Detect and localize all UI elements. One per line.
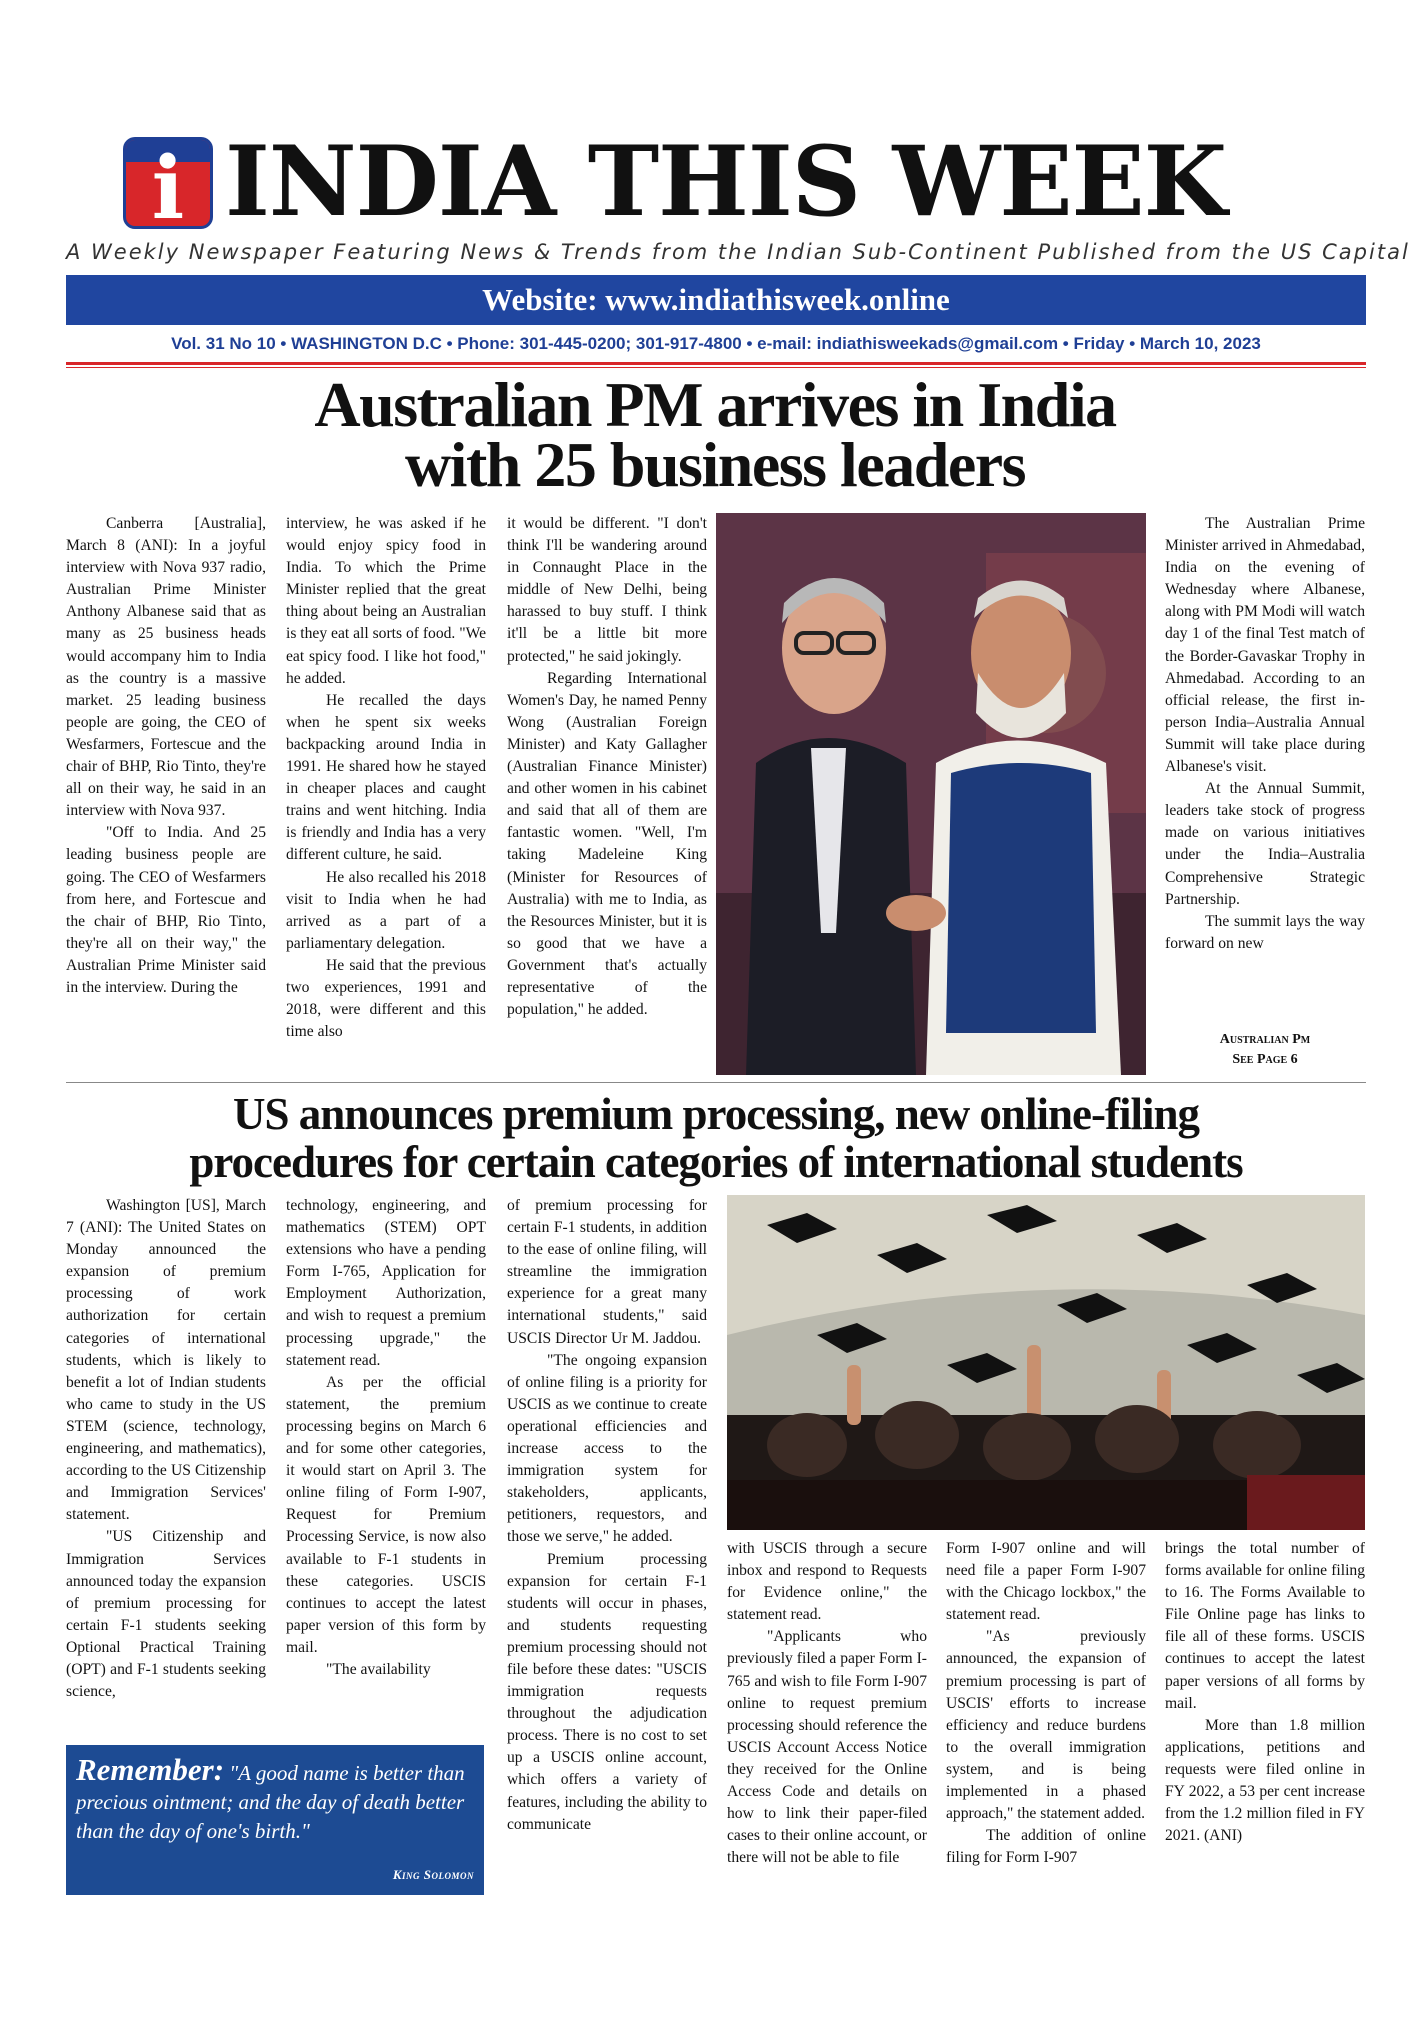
story1-paragraph: He said that the previous two experiences, 1991 and 2018, were different and this time also — [286, 956, 486, 1041]
story2-paragraph: Premium processing expansion for certain F-1 students will occur in phases, and students requesting premium processing should not file before these dates: "USCIS immigration requests throughout the adjudication process. There is no cost to set up a USCIS online account, which offers a variety of features, including the ability to communicate — [507, 1550, 707, 1833]
story1-column-4 — [1165, 513, 1365, 1003]
masthead-rule-thin — [66, 367, 1366, 368]
quote-text-block — [76, 1753, 474, 1846]
jump-page: See Page 6 — [1232, 1052, 1298, 1067]
website-bar[interactable]: Website: www.indiathisweek.online — [66, 275, 1366, 325]
masthead-title: INDIA THIS WEEK — [225, 125, 1227, 238]
jump-label: Australian Pm — [1219, 1032, 1311, 1047]
story2-paragraph: More than 1.8 million applications, petitions and requests were filed online in FY 2022, a 53 per cent increase from the 1.2 million filed in FY 2021. (ANI) — [1165, 1716, 1365, 1845]
story2-column-3 — [507, 1195, 707, 1905]
masthead-rule — [66, 362, 1366, 365]
photo-graduation-caps[interactable] — [727, 1195, 1365, 1530]
story2-paragraph: Washington [US], March 7 (ANI): The United States on Monday announced the expansion of premium processing of work authorization for certain categories of international students, which is likely to benefit a lot of Indian students who came to study in the US STEM (science, technology, engineering, and mathematics), according to the US Citizenship and Immigration Services' statement. — [66, 1197, 266, 1524]
story2-paragraph: "US Citizenship and Immigration Services announced today the expansion of premium processing for certain F-1 students seeking Optional Practical Training (OPT) and F-1 students seeking science, — [66, 1528, 266, 1701]
logo-letter: i — [151, 138, 185, 229]
story1-column-2 — [286, 513, 486, 1069]
story2-column-5 — [946, 1538, 1146, 1905]
story2-headline[interactable] — [66, 1090, 1366, 1186]
story1-paragraph: He also recalled his 2018 visit to India when he had arrived as a part of a parliamentary delegation. — [286, 868, 486, 952]
story2-paragraph: Form I-907 online and will need file a paper Form I-907 with the Chicago lockbox," the statement read. — [946, 1540, 1146, 1624]
masthead-tagline: A Weekly Newspaper Featuring News & Trends from the Indian Sub-Continent Published from the US Capital — [66, 240, 1410, 264]
story2-paragraph: The addition of online filing for Form I-907 — [946, 1827, 1146, 1867]
story2-paragraph: "The availability — [326, 1660, 431, 1678]
photo2-illustration — [727, 1195, 1365, 1530]
story2-paragraph: "The ongoing expansion of online filing is a priority for USCIS as we continue to create operational efficiencies and increase access to the immigration system for stakeholders, applicants, petitioners, requestors, and those we serve," he added. — [507, 1351, 707, 1546]
story1-paragraph: interview, he was asked if he would enjoy spicy food in India. To which the Prime Minister replied that the great thing about being an Australian is they eat all sorts of food. "We eat spicy food. I like hot food," he added. — [286, 515, 486, 687]
story1-paragraph: The Australian Prime Minister arrived in Ahmedabad, India on the evening of Wednesday where Albanese, along with PM Modi will watch day 1 of the final Test match of the Border-Gavaskar Trophy in Ahmedabad. According to an official release, the first in-person India–Australia Annual Summit will take place during Albanese's visit. — [1165, 515, 1365, 776]
story1-paragraph: He recalled the days when he spent six weeks backpacking around India in 1991. He shared how he stayed in cheaper places and caught trains and went hitching. India is friendly and India has a very different culture, he said. — [286, 691, 486, 864]
story2-paragraph: brings the total number of forms available for online filing to 16. The Forms Available to File Online page has links to file all of these forms. USCIS continues to accept the latest paper versions of all forms by mail. — [1165, 1540, 1365, 1712]
story2-paragraph: technology, engineering, and mathematics (STEM) OPT extensions who have a pending Form I-765, Application for Employment Authorization, and wish to request a premium processing upgrade," the statement read. — [286, 1197, 486, 1369]
story2-paragraph: As per the official statement, the premium processing begins on March 6 and for some other categories, it would start on April 3. The online filing of Form I-907, Request for Premium Processing Service, is now also available to F-1 students in these categories. USCIS continues to accept the latest paper version of this form by mail. — [286, 1373, 486, 1656]
quote-author: King Solomon — [392, 1867, 474, 1882]
story1-column-3 — [507, 513, 707, 1069]
story1-paragraph: Regarding International Women's Day, he named Penny Wong (Australian Foreign Minister) and Katy Gallagher (Australian Finance Minister) and other women in his cabinet and said that all of them are fantastic women. "Well, I'm taking Madeleine King (Minister for Resources of Australia) with me to India, as the Resources Minister, but it is so good that we have a Government that's actually representative of the population," he added. — [507, 669, 707, 1019]
story2-column-1 — [66, 1195, 266, 1737]
photo1-illustration — [716, 513, 1146, 1075]
story1-paragraph: Canberra [Australia], March 8 (ANI): In a joyful interview with Nova 937 radio, Australian Prime Minister Anthony Albanese said that as many as 25 business heads would accompany him to India as the country is a massive market. 25 leading business people are going, the CEO of Wesfarmers, Fortescue and the chair of BHP, Rio Tinto, they're all on their way, he said in an interview with Nova 937. — [66, 515, 266, 820]
story-divider — [66, 1082, 1366, 1083]
photo-albanese-modi-handshake[interactable] — [716, 513, 1146, 1075]
story2-paragraph: "As previously announced, the expansion of premium processing is part of USCIS' efforts to increase efficiency and reduce burdens to the overall immigration system, and is being implemented in a phased approach," the statement added. — [946, 1628, 1146, 1823]
story2-column-4 — [727, 1538, 927, 1905]
story2-paragraph: "Applicants who previously filed a paper Form I-765 and wish to file Form I-907 online to request premium processing should reference the USCIS Account Access Notice they received for the Online Access Code and details on how to link their paper-filed cases to their online account, or there will not be able to file — [727, 1628, 927, 1867]
story2-column-6 — [1165, 1538, 1365, 1905]
story2-headline-line1: US announces premium processing, new online-filing — [233, 1089, 1199, 1139]
story1-paragraph: At the Annual Summit, leaders take stock of progress made on various initiatives under the India–Australia Comprehensive Strategic Partnership. — [1165, 780, 1365, 908]
masthead-logo — [123, 137, 213, 229]
story1-headline-line1: Australian PM arrives in India — [314, 369, 1116, 440]
story1-paragraph: The summit lays the way forward on new — [1165, 912, 1365, 952]
story2-headline-line2: procedures for certain categories of international students — [189, 1137, 1243, 1187]
story1-column-1 — [66, 513, 266, 1069]
story1-headline[interactable] — [100, 369, 1330, 500]
quote-text: "A good name is better than precious ointment; and the day of death better than the day of one's birth." — [76, 1761, 465, 1843]
story1-paragraph: "Off to India. And 25 leading business people are going. The CEO of Wesfarmers from here, and Fortescue and the chair of BHP, Rio Tinto, they're all on their way," the Australian Prime Minister said in the interview. During the — [66, 824, 266, 996]
story2-paragraph: of premium processing for certain F-1 students, in addition to the ease of online filing, will streamline the immigration experience for a great many international students," said USCIS Director Ur M. Jaddou. — [507, 1197, 707, 1347]
story2-column-2 — [286, 1195, 486, 1745]
story2-paragraph: with USCIS through a secure inbox and respond to Requests for Evidence online," the statement read. — [727, 1540, 927, 1624]
remember-quote-box — [66, 1745, 484, 1895]
story1-continued-jump[interactable] — [1165, 1030, 1365, 1070]
story1-paragraph: it would be different. "I don't think I'll be wandering around in Connaught Place in the middle of New Delhi, being harassed to buy stuff. I think it'll be a little bit more protected," he said jokingly. — [507, 515, 707, 665]
issue-info-line: Vol. 31 No 10 • WASHINGTON D.C • Phone: 301-445-0200; 301-917-4800 • e-mail: indiathisweekads@gmail.com • Friday • March 10, 2023 — [171, 334, 1261, 353]
story1-headline-line2: with 25 business leaders — [404, 429, 1026, 500]
quote-label: Remember: — [76, 1752, 225, 1787]
